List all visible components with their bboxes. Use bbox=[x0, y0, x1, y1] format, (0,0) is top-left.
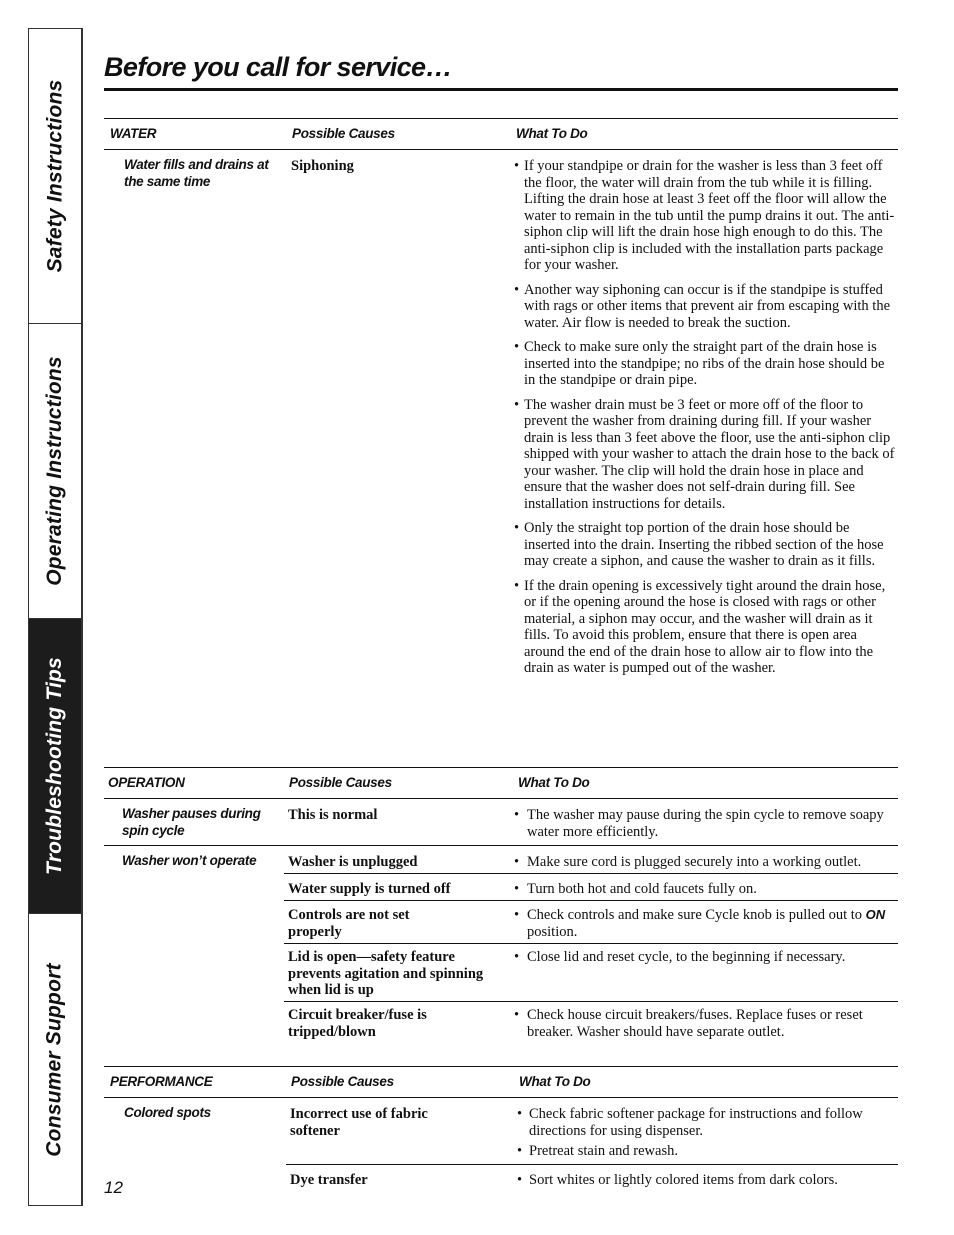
todo-item: • Only the straight top portion of the drain hose should be inserted into the drain. Inserting the ribbed section of the hose may create a siphon, and cause the washer to drain as it fills. bbox=[514, 520, 898, 570]
problem-text: Washer pauses during spin cycle bbox=[122, 806, 261, 838]
todo-list bbox=[514, 150, 898, 681]
section-operation bbox=[104, 767, 898, 1055]
todo-list bbox=[514, 846, 898, 875]
cause-text: Incorrect use of fabric softener bbox=[290, 1106, 428, 1139]
problem-text: Colored spots bbox=[124, 1105, 211, 1120]
section-water bbox=[104, 118, 898, 770]
todo-list bbox=[514, 899, 898, 944]
table-row bbox=[104, 1098, 898, 1164]
table-row bbox=[104, 873, 898, 899]
todo-list bbox=[517, 1098, 898, 1164]
tab-troubleshooting-tips[interactable] bbox=[29, 619, 81, 914]
todo-item: • Make sure cord is plugged securely into a working outlet. bbox=[514, 854, 898, 871]
todo-item: • Close lid and reset cycle, to the beginning if necessary. bbox=[514, 949, 898, 966]
todo-item: • Sort whites or lightly colored items from dark colors. bbox=[517, 1172, 898, 1189]
tab-label: Troubleshooting Tips bbox=[43, 657, 67, 875]
todo-item: • Another way siphoning can occur is if the standpipe is stuffed with rags or other items that prevent air from escaping with the water. Air flow is needed to break the suction. bbox=[514, 282, 898, 332]
section-header bbox=[104, 118, 898, 150]
cause-text: Circuit breaker/fuse is tripped/blown bbox=[288, 1007, 427, 1040]
table-row bbox=[104, 150, 898, 770]
todo-text: Check controls and make sure Cycle knob is pulled out to bbox=[527, 907, 863, 923]
causes-header: Possible Causes bbox=[291, 1074, 394, 1089]
title-rule bbox=[104, 88, 898, 91]
causes-header: Possible Causes bbox=[292, 126, 395, 141]
tab-label: Safety Instructions bbox=[43, 79, 66, 273]
section-header bbox=[104, 1066, 898, 1098]
tab-operating-instructions[interactable] bbox=[29, 324, 81, 619]
todo-item: • Check fabric softener package for instructions and follow directions for using dispenser. bbox=[517, 1106, 898, 1139]
cause-text: Siphoning bbox=[291, 158, 354, 174]
on-position-label: ON bbox=[865, 907, 886, 922]
page-number: 12 bbox=[104, 1178, 123, 1197]
cause-text: Lid is open—safety feature prevents agitation and spinning when lid is up bbox=[288, 949, 484, 998]
problem-text: Water fills and drains at the same time bbox=[124, 157, 269, 189]
section-header bbox=[104, 767, 898, 799]
table-row bbox=[104, 999, 898, 1055]
cause-text: This is normal bbox=[288, 807, 378, 823]
todo-text: position. bbox=[527, 923, 578, 940]
category-label: OPERATION bbox=[108, 775, 185, 790]
section-performance bbox=[104, 1066, 898, 1194]
tab-label: Operating Instructions bbox=[43, 356, 66, 586]
cause-text: Water supply is turned off bbox=[288, 881, 451, 897]
cause-text: Washer is unplugged bbox=[288, 854, 418, 870]
cause-text: Dye transfer bbox=[290, 1172, 368, 1188]
todo-item: • Check to make sure only the straight part of the drain hose is inserted into the standpipe; no ribs of the drain hose should be in the standpipe or drain pipe. bbox=[514, 339, 898, 389]
todo-item: • The washer may pause during the spin cycle to remove soapy water more efficiently. bbox=[514, 807, 898, 840]
problem-text: Washer won’t operate bbox=[122, 853, 257, 868]
category-label: PERFORMANCE bbox=[110, 1074, 213, 1089]
table-row bbox=[104, 846, 898, 873]
todo-list bbox=[514, 799, 898, 844]
table-row bbox=[104, 1164, 898, 1194]
todo-item: • If the drain opening is excessively tight around the drain hose, or if the opening around the hose is closed with rags or other material, a siphon may occur, and the washer will drain as it fills. To avoid this problem, ensure that there is open area around the end of the drain hose to allow air to flow into the drain as water is pumped out of the washer. bbox=[514, 578, 898, 677]
todo-item: • Check house circuit breakers/fuses. Replace fuses or reset breaker. Washer should have separate outlet. bbox=[514, 1007, 898, 1040]
todo-item: • Turn both hot and cold faucets fully on. bbox=[514, 881, 898, 898]
cause-text: Controls are not set properly bbox=[288, 907, 410, 940]
category-label: WATER bbox=[110, 126, 157, 141]
table-row bbox=[104, 899, 898, 941]
todo-list bbox=[514, 999, 898, 1044]
table-row bbox=[104, 941, 898, 999]
tab-consumer-support[interactable] bbox=[29, 914, 81, 1205]
page-title: Before you call for service… bbox=[104, 52, 452, 82]
table-row bbox=[104, 799, 898, 846]
todo-header: What To Do bbox=[518, 775, 590, 790]
todo-item: • Pretreat stain and rewash. bbox=[517, 1143, 898, 1160]
tab-safety-instructions[interactable] bbox=[29, 29, 81, 324]
todo-list bbox=[514, 873, 898, 902]
todo-list bbox=[514, 941, 898, 970]
todo-item: • If your standpipe or drain for the washer is less than 3 feet off the floor, the water will drain from the tub while it is filling. Lifting the drain hose at least 3 feet off the floor will allow the water to remain in the tub until the pump drains it out. The anti-siphon clip will lift the drain hose high enough to do this. The anti-siphon clip is included with the installation parts package for your washer. bbox=[514, 158, 898, 274]
side-tab-bar bbox=[28, 28, 83, 1206]
todo-header: What To Do bbox=[519, 1074, 591, 1089]
todo-header: What To Do bbox=[516, 126, 588, 141]
todo-item: • The washer drain must be 3 feet or more off of the floor to prevent the washer from draining during fill. If your washer drain is less than 3 feet above the floor, use the anti-siphon clip shipped with your washer to attach the drain hose to the back of your washer. The clip will hold the drain hose in place and ensure that the washer does not self-drain during fill. See installation instructions for details. bbox=[514, 397, 898, 513]
todo-item bbox=[514, 907, 898, 940]
todo-list bbox=[517, 1164, 898, 1193]
causes-header: Possible Causes bbox=[289, 775, 392, 790]
tab-label: Consumer Support bbox=[43, 962, 66, 1157]
